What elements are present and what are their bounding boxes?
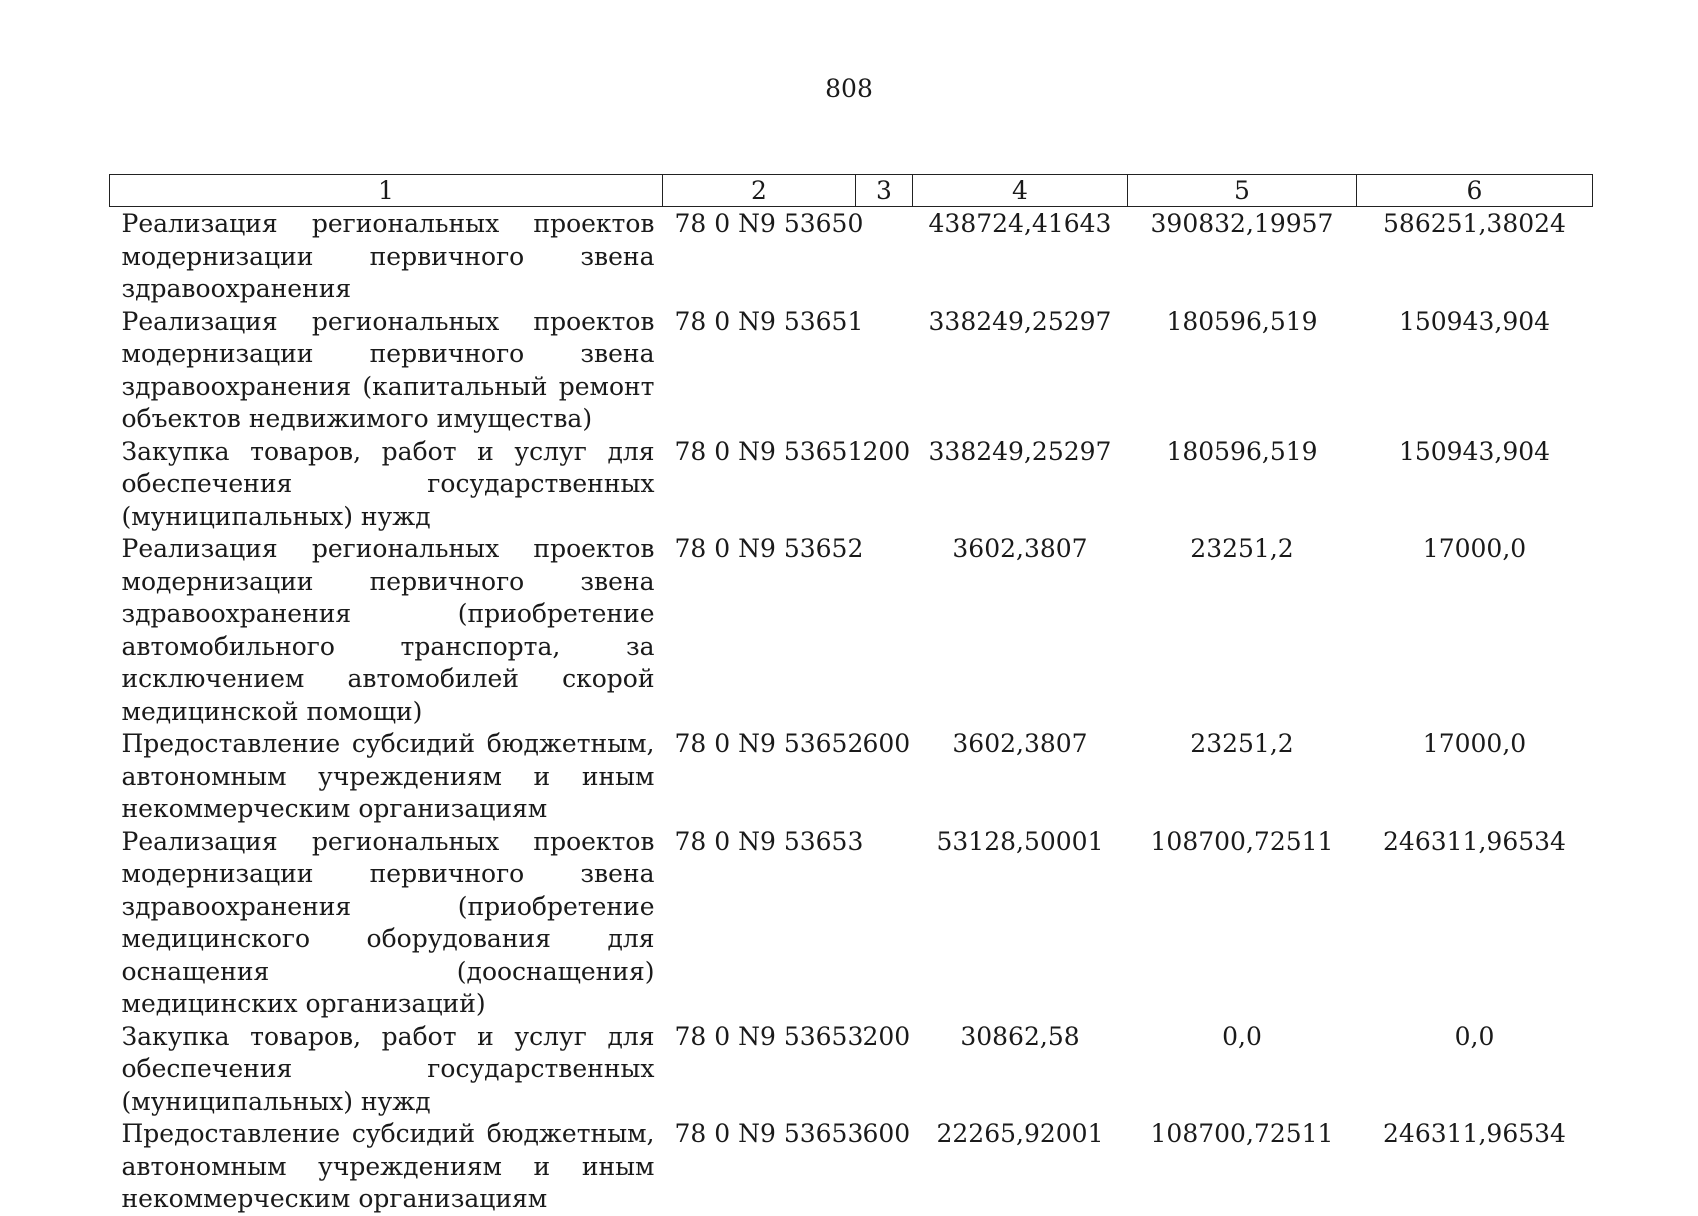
row-code: 78 0 N9 53652	[674, 729, 864, 758]
row-code: 78 0 N9 53653	[674, 1119, 864, 1148]
row-code: 78 0 N9 53650	[674, 209, 864, 238]
column-header-3: 3	[856, 175, 913, 207]
row-value-col4: 3602,3807	[952, 729, 1088, 758]
row-description: Реализация региональных проектов модернизации первичного звена здравоохранения	[121, 209, 655, 303]
row-expense-type: 200	[862, 436, 911, 466]
row-expense-type: 200	[862, 1021, 911, 1051]
table-row	[110, 1118, 1593, 1216]
table-body	[110, 207, 1593, 1216]
column-header-1: 1	[110, 175, 663, 207]
row-description: Закупка товаров, работ и услуг для обеспечения государственных (муниципальных) нужд	[121, 1021, 655, 1116]
row-value-col4: 53128,50001	[936, 826, 1104, 856]
row-expense-type: 600	[862, 729, 911, 758]
row-value-col6: 586251,38024	[1383, 209, 1566, 238]
row-value-col5: 23251,2	[1190, 534, 1294, 563]
row-code: 78 0 N9 53651	[674, 306, 864, 336]
column-header-5: 5	[1128, 175, 1357, 207]
page-number: 808	[825, 74, 873, 103]
column-header-2: 2	[663, 175, 856, 207]
table-row	[110, 826, 1593, 1021]
row-value-col6: 17000,0	[1422, 729, 1527, 758]
table-row	[110, 1021, 1593, 1119]
row-description: Предоставление субсидий бюджетным, автономным учреждениям и иным некоммерческим организациям	[121, 1119, 655, 1213]
budget-table	[109, 174, 1593, 1216]
row-value-col5: 108700,72511	[1150, 1119, 1334, 1148]
table-header	[110, 175, 1593, 207]
row-description: Реализация региональных проектов модернизации первичного звена здравоохранения (приобретение автомобильного транспорта, за исключением автомобилей скорой медицинской помощи)	[121, 534, 655, 726]
row-value-col5: 180596,519	[1166, 306, 1318, 336]
row-code: 78 0 N9 53653	[674, 1021, 864, 1051]
column-header-4: 4	[913, 175, 1128, 207]
row-expense-type	[856, 533, 913, 728]
table-row	[110, 436, 1593, 534]
row-value-col4: 338249,25297	[928, 436, 1112, 466]
row-code: 78 0 N9 53651	[674, 436, 864, 466]
row-value-col6: 150943,904	[1398, 436, 1551, 466]
row-expense-type	[856, 826, 913, 1021]
row-value-col5: 180596,519	[1166, 436, 1318, 466]
row-value-col5: 108700,72511	[1150, 826, 1334, 856]
row-value-col5: 0,0	[1222, 1021, 1262, 1051]
row-description: Предоставление субсидий бюджетным, автономным учреждениям и иным некоммерческим организациям	[121, 729, 655, 823]
row-value-col6: 0,0	[1454, 1021, 1495, 1051]
row-value-col4: 22265,92001	[936, 1119, 1104, 1148]
header-row	[110, 175, 1593, 207]
row-description: Закупка товаров, работ и услуг для обеспечения государственных (муниципальных) нужд	[121, 436, 655, 531]
row-expense-type	[856, 207, 913, 306]
row-description: Реализация региональных проектов модернизации первичного звена здравоохранения (капитальный ремонт объектов недвижимого имущества)	[121, 306, 655, 433]
row-value-col5: 23251,2	[1190, 729, 1294, 758]
row-value-col4: 30862,58	[960, 1021, 1080, 1051]
row-value-col4: 3602,3807	[952, 534, 1088, 563]
row-value-col6: 150943,904	[1398, 306, 1551, 336]
row-value-col6: 17000,0	[1422, 534, 1527, 563]
table-row	[110, 306, 1593, 436]
row-code: 78 0 N9 53652	[674, 534, 864, 563]
row-description: Реализация региональных проектов модернизации первичного звена здравоохранения (приобретение медицинского оборудования для оснащения (дооснащения) медицинских организаций)	[121, 826, 655, 1018]
table-row	[110, 728, 1593, 826]
row-value-col5: 390832,19957	[1150, 209, 1334, 238]
table-row	[110, 207, 1593, 306]
column-header-6: 6	[1357, 175, 1593, 207]
row-value-col4: 338249,25297	[928, 306, 1112, 336]
row-code: 78 0 N9 53653	[674, 826, 864, 856]
row-value-col6: 246311,96534	[1383, 826, 1566, 856]
row-expense-type: 600	[862, 1119, 911, 1148]
row-value-col6: 246311,96534	[1383, 1119, 1566, 1148]
row-expense-type	[856, 306, 913, 436]
row-value-col4: 438724,41643	[928, 209, 1112, 238]
table-row	[110, 533, 1593, 728]
